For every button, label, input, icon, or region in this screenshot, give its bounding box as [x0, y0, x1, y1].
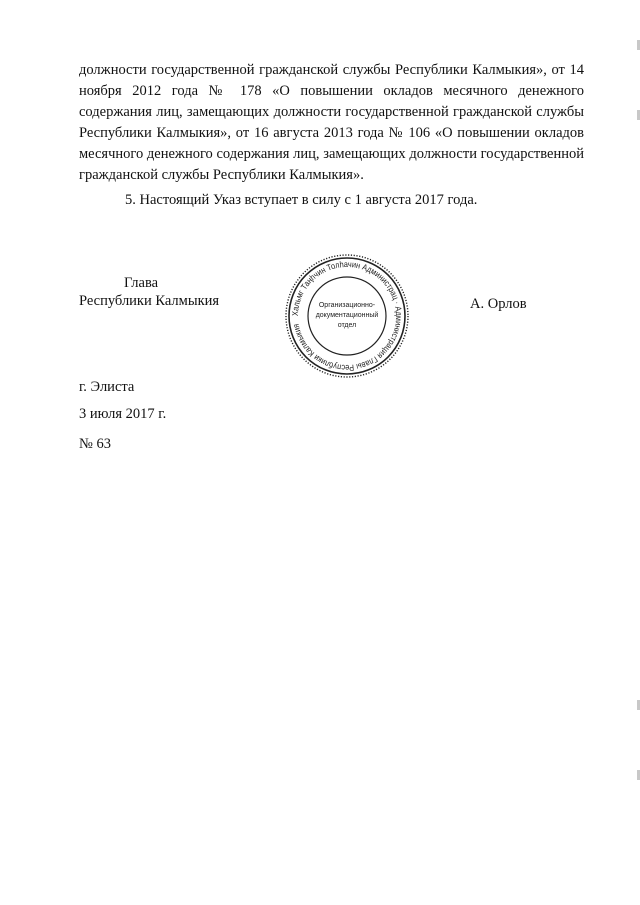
seal-inner-line-2: документационный [315, 312, 379, 319]
seal-inner-line-1: Организационно- [318, 302, 376, 309]
document-number: № 63 [79, 436, 111, 452]
signature-republic: Республики Калмыкия [79, 293, 220, 309]
signature-title: Глава [124, 275, 159, 291]
seal-outer-text: Хальмг Таңһчин Толһачин Администрац · Администрация Главы Республики Калмыкия [289, 258, 405, 374]
issue-city: г. Элиста [79, 379, 135, 395]
scan-edge-marks [636, 0, 640, 905]
document-body [79, 60, 584, 211]
seal-inner-line-3: отдел [337, 322, 357, 329]
paragraph-continuation: должности государственной гражданской службы Республики Калмыкия», от 14 ноября 2012 года № 178 «О повышении окладов месячного денежного содержания лиц, замещающих должности государственной гражданской службы Республики Калмыкия», от 16 августа 2013 года № 106 «О повышении окладов месячного денежного содержания лиц, замещающих должности государственной гражданской службы Республики Калмыкия». [79, 62, 584, 183]
official-seal-stamp [282, 252, 412, 380]
issue-date: 3 июля 2017 г. [79, 406, 167, 422]
paragraph-clause-5: 5. Настоящий Указ вступает в силу с 1 августа 2017 года. [125, 192, 478, 208]
signature-name: А. Орлов [470, 296, 527, 312]
